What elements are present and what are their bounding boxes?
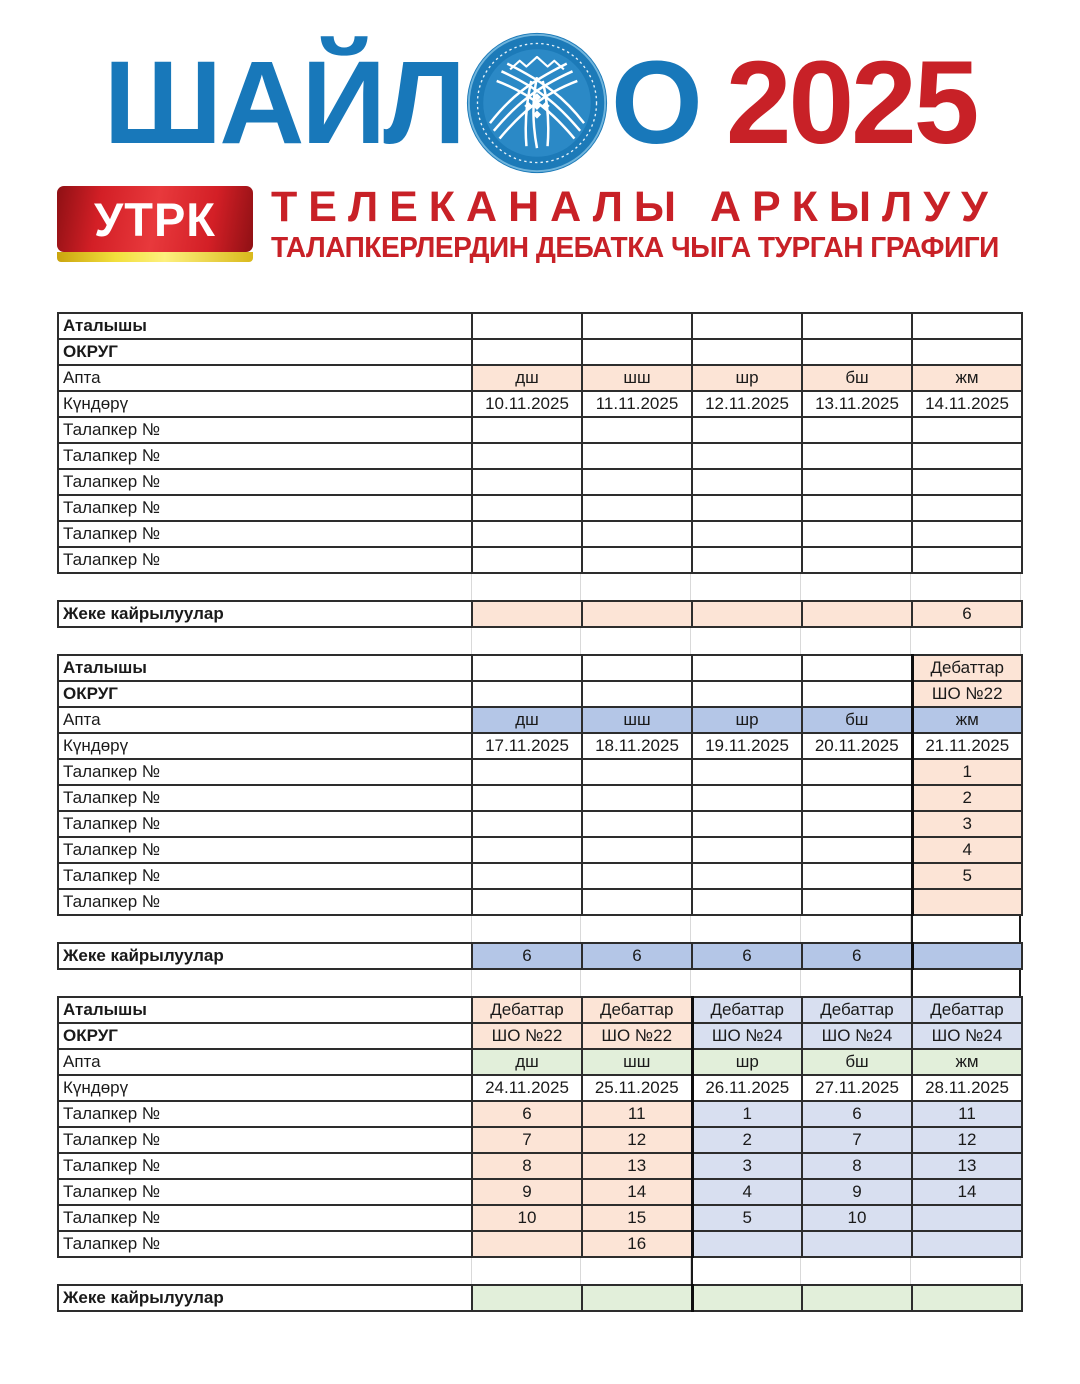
cell-value xyxy=(692,863,802,889)
row-label: Талапкер № xyxy=(58,1179,472,1205)
cell-value: 10 xyxy=(802,1205,912,1231)
cell-value: 10.11.2025 xyxy=(472,391,582,417)
cell-value xyxy=(582,837,692,863)
row-label: Талапкер № xyxy=(58,547,472,573)
row-talapker xyxy=(58,1153,1022,1179)
subtitle-line2: ТАЛАПКЕРЛЕРДИН ДЕБАТКА ЧЫГА ТУРГАН ГРАФИГИ xyxy=(271,232,999,264)
subtitle-line1: ТЕЛЕКАНАЛЫ АРКЫЛУУ xyxy=(271,183,999,231)
schedule-table-1 xyxy=(57,312,1023,574)
schedule-section-week1 xyxy=(57,312,1021,654)
cell-value xyxy=(912,943,1022,969)
cell-value: 14.11.2025 xyxy=(912,391,1022,417)
cell-value xyxy=(582,313,692,339)
cell-value: шр xyxy=(692,707,802,733)
spacer-cell xyxy=(801,628,911,654)
cell-value xyxy=(802,811,912,837)
cell-value: шш xyxy=(582,1049,692,1075)
cell-value xyxy=(692,495,802,521)
row-talapker xyxy=(58,837,1022,863)
utrk-logo-gold-strip xyxy=(57,252,253,262)
cell-value: 13.11.2025 xyxy=(802,391,912,417)
row-label: Талапкер № xyxy=(58,785,472,811)
cell-value xyxy=(692,681,802,707)
cell-value: ШО №22 xyxy=(912,681,1022,707)
appeals-table-1 xyxy=(57,600,1023,628)
cell-value: 14 xyxy=(912,1179,1022,1205)
cell-value xyxy=(912,1285,1022,1311)
cell-value: 13 xyxy=(912,1153,1022,1179)
spacer-cell xyxy=(691,970,801,996)
cell-value: 17.11.2025 xyxy=(472,733,582,759)
cell-value xyxy=(802,863,912,889)
cell-value: дш xyxy=(472,365,582,391)
cell-value: Дебаттар xyxy=(912,997,1022,1023)
row-label: Апта xyxy=(58,365,472,391)
row-label: Жеке кайрылуулар xyxy=(58,1285,472,1311)
cell-value: 6 xyxy=(802,1101,912,1127)
row-okrug xyxy=(58,681,1022,707)
spacer-row xyxy=(471,970,1021,996)
spacer-cell xyxy=(911,970,1021,996)
cell-value xyxy=(582,469,692,495)
spacer-cell xyxy=(911,916,1021,942)
cell-value: жм xyxy=(912,707,1022,733)
cell-value xyxy=(912,547,1022,573)
row-label: Талапкер № xyxy=(58,1231,472,1257)
schedule-section-week2 xyxy=(57,654,1021,996)
row-apta xyxy=(58,365,1022,391)
cell-value xyxy=(802,521,912,547)
row-label: Талапкер № xyxy=(58,837,472,863)
row-label: Талапкер № xyxy=(58,1101,472,1127)
spacer-cell xyxy=(471,916,581,942)
cell-value xyxy=(472,681,582,707)
spacer-cell xyxy=(691,628,801,654)
row-talapker xyxy=(58,811,1022,837)
row-label: Күндөрү xyxy=(58,391,472,417)
cell-value xyxy=(582,1285,692,1311)
cell-value xyxy=(912,1205,1022,1231)
cell-value xyxy=(472,547,582,573)
cell-value xyxy=(582,339,692,365)
row-label: Апта xyxy=(58,1049,472,1075)
cell-value: 10 xyxy=(472,1205,582,1231)
spacer-cell xyxy=(691,916,801,942)
row-talapker xyxy=(58,417,1022,443)
row-zheke-kairyluular xyxy=(58,943,1022,969)
cell-value xyxy=(692,759,802,785)
cell-value: 9 xyxy=(472,1179,582,1205)
cell-value: жм xyxy=(912,1049,1022,1075)
cell-value xyxy=(802,837,912,863)
row-label: Жеке кайрылуулар xyxy=(58,601,472,627)
cell-value: 5 xyxy=(692,1205,802,1231)
row-label: Талапкер № xyxy=(58,759,472,785)
row-okrug xyxy=(58,339,1022,365)
row-talapker xyxy=(58,495,1022,521)
cell-value: шр xyxy=(692,365,802,391)
cell-value xyxy=(692,811,802,837)
row-atalyshy xyxy=(58,313,1022,339)
row-apta xyxy=(58,1049,1022,1075)
schedule-table-3 xyxy=(57,996,1023,1258)
row-label: ОКРУГ xyxy=(58,1023,472,1049)
spacer-cell xyxy=(911,628,1021,654)
cell-value xyxy=(802,681,912,707)
title-shail: ШАЙЛ xyxy=(103,37,464,169)
spacer-cell xyxy=(581,970,691,996)
cell-value: 27.11.2025 xyxy=(802,1075,912,1101)
cell-value xyxy=(472,889,582,915)
row-label: Жеке кайрылуулар xyxy=(58,943,472,969)
cell-value: 6 xyxy=(912,601,1022,627)
cell-value: шр xyxy=(692,1049,802,1075)
cell-value: бш xyxy=(802,707,912,733)
spacer-cell xyxy=(691,1258,801,1284)
cell-value: 7 xyxy=(472,1127,582,1153)
cell-value xyxy=(472,785,582,811)
row-label: Талапкер № xyxy=(58,863,472,889)
cell-value: Дебаттар xyxy=(802,997,912,1023)
cell-value xyxy=(802,655,912,681)
cell-value xyxy=(472,339,582,365)
cell-value: 4 xyxy=(912,837,1022,863)
cell-value: 24.11.2025 xyxy=(472,1075,582,1101)
row-talapker xyxy=(58,863,1022,889)
cell-value xyxy=(692,1231,802,1257)
cell-value xyxy=(472,1285,582,1311)
cell-value: 13 xyxy=(582,1153,692,1179)
row-label: Талапкер № xyxy=(58,521,472,547)
cell-value xyxy=(912,889,1022,915)
cell-value xyxy=(582,521,692,547)
spacer-cell xyxy=(581,1258,691,1284)
cell-value: ШО №24 xyxy=(802,1023,912,1049)
cell-value xyxy=(472,469,582,495)
cell-value xyxy=(472,863,582,889)
row-label: Талапкер № xyxy=(58,443,472,469)
cell-value xyxy=(802,759,912,785)
cell-value: дш xyxy=(472,1049,582,1075)
row-talapker xyxy=(58,1231,1022,1257)
row-zheke-kairyluular xyxy=(58,1285,1022,1311)
cell-value xyxy=(582,889,692,915)
spacer-cell xyxy=(801,1258,911,1284)
cell-value xyxy=(582,417,692,443)
cell-value xyxy=(802,469,912,495)
spacer-cell xyxy=(691,574,801,600)
cell-value xyxy=(912,469,1022,495)
cell-value: ШО №22 xyxy=(472,1023,582,1049)
cell-value: 5 xyxy=(912,863,1022,889)
row-talapker xyxy=(58,547,1022,573)
row-atalyshy xyxy=(58,655,1022,681)
cell-value xyxy=(472,759,582,785)
cell-value xyxy=(472,811,582,837)
spacer-cell xyxy=(471,574,581,600)
cell-value xyxy=(912,313,1022,339)
row-okrug xyxy=(58,1023,1022,1049)
cell-value xyxy=(692,1285,802,1311)
cell-value xyxy=(692,313,802,339)
cell-value xyxy=(582,495,692,521)
cell-value: 1 xyxy=(912,759,1022,785)
cell-value xyxy=(692,443,802,469)
kyrgyz-election-commission-emblem-icon xyxy=(465,31,609,175)
cell-value: Дебаттар xyxy=(912,655,1022,681)
title-o: О xyxy=(611,37,700,169)
cell-value xyxy=(802,601,912,627)
utrk-logo xyxy=(57,186,253,252)
cell-value: ШО №24 xyxy=(912,1023,1022,1049)
schedule-sheet xyxy=(57,312,1021,1312)
row-talapker xyxy=(58,889,1022,915)
spacer-cell xyxy=(801,574,911,600)
cell-value xyxy=(912,339,1022,365)
row-kundoru xyxy=(58,733,1022,759)
cell-value: 11 xyxy=(912,1101,1022,1127)
cell-value xyxy=(582,759,692,785)
cell-value: 6 xyxy=(472,1101,582,1127)
cell-value xyxy=(802,339,912,365)
page-title xyxy=(0,34,1080,172)
row-label: Талапкер № xyxy=(58,417,472,443)
cell-value: 6 xyxy=(582,943,692,969)
row-kundoru xyxy=(58,391,1022,417)
cell-value: шш xyxy=(582,365,692,391)
cell-value xyxy=(692,837,802,863)
cell-value: дш xyxy=(472,707,582,733)
cell-value: 16 xyxy=(582,1231,692,1257)
cell-value xyxy=(582,785,692,811)
cell-value: 11 xyxy=(582,1101,692,1127)
spacer-cell xyxy=(911,574,1021,600)
appeals-table-2 xyxy=(57,942,1023,970)
cell-value: 28.11.2025 xyxy=(912,1075,1022,1101)
subheader xyxy=(57,183,1023,270)
cell-value xyxy=(582,681,692,707)
cell-value xyxy=(582,655,692,681)
spacer-cell xyxy=(801,970,911,996)
row-label: Күндөрү xyxy=(58,733,472,759)
spacer-cell xyxy=(581,628,691,654)
row-label: Талапкер № xyxy=(58,811,472,837)
cell-value xyxy=(472,521,582,547)
cell-value xyxy=(802,313,912,339)
row-label: Аталышы xyxy=(58,997,472,1023)
cell-value: 3 xyxy=(692,1153,802,1179)
cell-value: Дебаттар xyxy=(692,997,802,1023)
row-label: Күндөрү xyxy=(58,1075,472,1101)
spacer-cell xyxy=(581,916,691,942)
row-label: Талапкер № xyxy=(58,1127,472,1153)
cell-value: Дебаттар xyxy=(472,997,582,1023)
cell-value: 25.11.2025 xyxy=(582,1075,692,1101)
cell-value: 9 xyxy=(802,1179,912,1205)
row-label: Апта xyxy=(58,707,472,733)
row-talapker xyxy=(58,1205,1022,1231)
utrk-logo-text: УТРК xyxy=(94,192,216,246)
cell-value xyxy=(802,547,912,573)
cell-value: 12 xyxy=(912,1127,1022,1153)
row-talapker xyxy=(58,521,1022,547)
schedule-section-week3 xyxy=(57,996,1021,1312)
cell-value: 6 xyxy=(802,943,912,969)
cell-value: 4 xyxy=(692,1179,802,1205)
cell-value: 19.11.2025 xyxy=(692,733,802,759)
cell-value xyxy=(802,1231,912,1257)
row-label: Талапкер № xyxy=(58,1205,472,1231)
cell-value xyxy=(802,443,912,469)
cell-value xyxy=(472,837,582,863)
row-label: Талапкер № xyxy=(58,469,472,495)
spacer-cell xyxy=(911,1258,1021,1284)
cell-value xyxy=(802,1285,912,1311)
title-year: 2025 xyxy=(725,37,977,169)
cell-value xyxy=(472,443,582,469)
cell-value: шш xyxy=(582,707,692,733)
cell-value: 21.11.2025 xyxy=(912,733,1022,759)
cell-value xyxy=(912,521,1022,547)
cell-value xyxy=(912,417,1022,443)
row-atalyshy xyxy=(58,997,1022,1023)
row-label: Талапкер № xyxy=(58,495,472,521)
cell-value: 14 xyxy=(582,1179,692,1205)
cell-value xyxy=(582,443,692,469)
cell-value xyxy=(472,495,582,521)
cell-value xyxy=(472,655,582,681)
row-label: ОКРУГ xyxy=(58,681,472,707)
cell-value xyxy=(582,547,692,573)
cell-value xyxy=(692,469,802,495)
cell-value: 12 xyxy=(582,1127,692,1153)
cell-value xyxy=(692,521,802,547)
cell-value: жм xyxy=(912,365,1022,391)
cell-value xyxy=(802,889,912,915)
cell-value xyxy=(582,601,692,627)
cell-value xyxy=(692,889,802,915)
cell-value xyxy=(692,785,802,811)
cell-value xyxy=(472,313,582,339)
row-label: Талапкер № xyxy=(58,1153,472,1179)
cell-value xyxy=(472,1231,582,1257)
cell-value xyxy=(692,417,802,443)
cell-value xyxy=(472,601,582,627)
cell-value: бш xyxy=(802,1049,912,1075)
row-label: Аталышы xyxy=(58,655,472,681)
cell-value xyxy=(912,495,1022,521)
row-talapker xyxy=(58,469,1022,495)
cell-value: Дебаттар xyxy=(582,997,692,1023)
spacer-row xyxy=(471,1258,1021,1284)
spacer-cell xyxy=(471,970,581,996)
cell-value xyxy=(582,863,692,889)
cell-value: 20.11.2025 xyxy=(802,733,912,759)
cell-value xyxy=(692,547,802,573)
cell-value: 1 xyxy=(692,1101,802,1127)
cell-value xyxy=(802,495,912,521)
cell-value: ШО №22 xyxy=(582,1023,692,1049)
cell-value: 18.11.2025 xyxy=(582,733,692,759)
cell-value: 6 xyxy=(472,943,582,969)
row-label: Талапкер № xyxy=(58,889,472,915)
row-kundoru xyxy=(58,1075,1022,1101)
row-label: Аталышы xyxy=(58,313,472,339)
row-talapker xyxy=(58,1127,1022,1153)
spacer-cell xyxy=(471,1258,581,1284)
cell-value: бш xyxy=(802,365,912,391)
spacer-cell xyxy=(471,628,581,654)
row-talapker xyxy=(58,785,1022,811)
cell-value: 3 xyxy=(912,811,1022,837)
appeals-table-3 xyxy=(57,1284,1023,1312)
cell-value xyxy=(582,811,692,837)
cell-value: 8 xyxy=(472,1153,582,1179)
row-talapker xyxy=(58,1101,1022,1127)
spacer-cell xyxy=(801,916,911,942)
cell-value: 26.11.2025 xyxy=(692,1075,802,1101)
cell-value xyxy=(802,417,912,443)
cell-value: 8 xyxy=(802,1153,912,1179)
cell-value xyxy=(692,655,802,681)
cell-value: 6 xyxy=(692,943,802,969)
cell-value xyxy=(802,785,912,811)
cell-value: ШО №24 xyxy=(692,1023,802,1049)
row-talapker xyxy=(58,1179,1022,1205)
cell-value: 2 xyxy=(692,1127,802,1153)
cell-value xyxy=(472,417,582,443)
spacer-cell xyxy=(581,574,691,600)
row-talapker xyxy=(58,443,1022,469)
row-label: ОКРУГ xyxy=(58,339,472,365)
row-talapker xyxy=(58,759,1022,785)
row-zheke-kairyluular xyxy=(58,601,1022,627)
cell-value xyxy=(912,1231,1022,1257)
cell-value: 11.11.2025 xyxy=(582,391,692,417)
cell-value: 2 xyxy=(912,785,1022,811)
spacer-row xyxy=(471,916,1021,942)
cell-value xyxy=(692,339,802,365)
spacer-row xyxy=(471,574,1021,600)
cell-value xyxy=(692,601,802,627)
spacer-row xyxy=(471,628,1021,654)
cell-value: 12.11.2025 xyxy=(692,391,802,417)
schedule-table-2 xyxy=(57,654,1023,916)
cell-value: 7 xyxy=(802,1127,912,1153)
cell-value: 15 xyxy=(582,1205,692,1231)
row-apta xyxy=(58,707,1022,733)
cell-value xyxy=(912,443,1022,469)
